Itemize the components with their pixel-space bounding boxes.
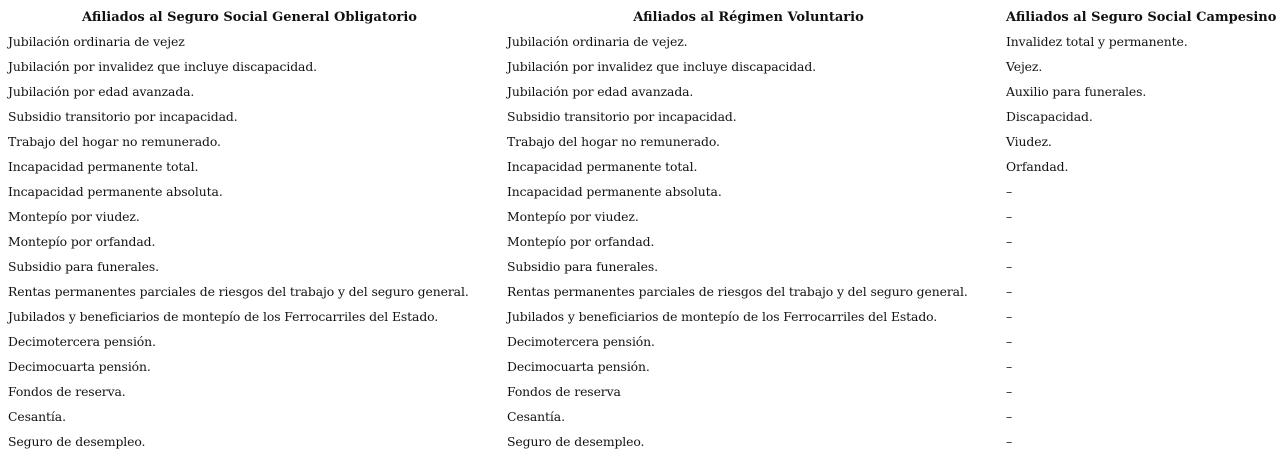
seguro-campesino-cell: Viudez. [1006, 134, 1052, 149]
regimen-voluntario-cell: Subsidio para funerales. [507, 259, 658, 274]
regimen-voluntario-cell: Subsidio transitorio por incapacidad. [507, 109, 737, 124]
general-obligatorio-cell: Jubilación por invalidez que incluye discapacidad. [8, 59, 317, 74]
regimen-voluntario-cell: Montepío por orfandad. [507, 234, 655, 249]
table-row [0, 154, 1278, 179]
general-obligatorio-cell: Subsidio para funerales. [8, 259, 159, 274]
general-obligatorio-cell: Seguro de desempleo. [8, 434, 146, 449]
table-row [0, 304, 1278, 329]
table-row [0, 404, 1278, 429]
table-row [0, 29, 1278, 54]
regimen-voluntario-cell: Cesantía. [507, 409, 565, 424]
regimen-voluntario-cell: Montepío por viudez. [507, 209, 639, 224]
seguro-campesino-cell: – [1006, 359, 1013, 374]
seguro-campesino-cell: – [1006, 309, 1013, 324]
table-row [0, 229, 1278, 254]
table-row [0, 179, 1278, 204]
seguro-campesino-cell: – [1006, 284, 1013, 299]
regimen-voluntario-cell: Decimotercera pensión. [507, 334, 655, 349]
regimen-voluntario-cell: Incapacidad permanente total. [507, 159, 698, 174]
regimen-voluntario-cell: Seguro de desempleo. [507, 434, 645, 449]
regimen-voluntario-cell: Jubilación por invalidez que incluye discapacidad. [507, 59, 816, 74]
seguro-campesino-cell: – [1006, 434, 1013, 449]
seguro-campesino-cell: Invalidez total y permanente. [1006, 34, 1188, 49]
seguro-campesino-cell: Orfandad. [1006, 159, 1069, 174]
regimen-voluntario-cell: Trabajo del hogar no remunerado. [507, 134, 720, 149]
header-seguro-campesino: Afiliados al Seguro Social Campesino [1006, 9, 1277, 25]
seguro-campesino-cell: Auxilio para funerales. [1006, 84, 1147, 99]
general-obligatorio-cell: Decimocuarta pensión. [8, 359, 151, 374]
regimen-voluntario-cell: Jubilación ordinaria de vejez. [507, 34, 688, 49]
seguro-campesino-cell: Vejez. [1006, 59, 1043, 74]
general-obligatorio-cell: Montepío por orfandad. [8, 234, 156, 249]
general-obligatorio-cell: Subsidio transitorio por incapacidad. [8, 109, 238, 124]
general-obligatorio-cell: Cesantía. [8, 409, 66, 424]
table-row [0, 279, 1278, 304]
general-obligatorio-cell: Jubilación ordinaria de vejez [8, 34, 185, 49]
table-row [0, 204, 1278, 229]
seguro-campesino-cell: – [1006, 334, 1013, 349]
general-obligatorio-cell: Incapacidad permanente total. [8, 159, 199, 174]
seguro-campesino-cell: – [1006, 234, 1013, 249]
table-row [0, 129, 1278, 154]
table-row [0, 104, 1278, 129]
seguro-campesino-cell: – [1006, 259, 1013, 274]
table-row [0, 429, 1278, 454]
regimen-voluntario-cell: Rentas permanentes parciales de riesgos del trabajo y del seguro general. [507, 284, 968, 299]
general-obligatorio-cell: Decimotercera pensión. [8, 334, 156, 349]
table-row [0, 329, 1278, 354]
seguro-campesino-cell: – [1006, 209, 1013, 224]
general-obligatorio-cell: Jubilados y beneficiarios de montepío de los Ferrocarriles del Estado. [8, 309, 439, 324]
regimen-voluntario-cell: Decimocuarta pensión. [507, 359, 650, 374]
table-row [0, 79, 1278, 104]
general-obligatorio-cell: Rentas permanentes parciales de riesgos del trabajo y del seguro general. [8, 284, 469, 299]
table-header-row [0, 5, 1278, 29]
regimen-voluntario-cell: Jubilación por edad avanzada. [507, 84, 694, 99]
regimen-voluntario-cell: Jubilados y beneficiarios de montepío de los Ferrocarriles del Estado. [507, 309, 938, 324]
seguro-campesino-cell: Discapacidad. [1006, 109, 1093, 124]
header-regimen-voluntario: Afiliados al Régimen Voluntario [633, 9, 864, 25]
general-obligatorio-cell: Incapacidad permanente absoluta. [8, 184, 223, 199]
table-row [0, 379, 1278, 404]
regimen-voluntario-cell: Incapacidad permanente absoluta. [507, 184, 722, 199]
seguro-campesino-cell: – [1006, 184, 1013, 199]
table-body [0, 29, 1278, 454]
seguro-campesino-cell: – [1006, 384, 1013, 399]
table-row [0, 254, 1278, 279]
header-general-obligatorio: Afiliados al Seguro Social General Obligatorio [82, 9, 417, 25]
table-row [0, 54, 1278, 79]
benefits-table [0, 5, 1278, 454]
general-obligatorio-cell: Fondos de reserva. [8, 384, 126, 399]
table-row [0, 354, 1278, 379]
general-obligatorio-cell: Montepío por viudez. [8, 209, 140, 224]
regimen-voluntario-cell: Fondos de reserva [507, 384, 621, 399]
general-obligatorio-cell: Trabajo del hogar no remunerado. [8, 134, 221, 149]
general-obligatorio-cell: Jubilación por edad avanzada. [8, 84, 195, 99]
seguro-campesino-cell: – [1006, 409, 1013, 424]
